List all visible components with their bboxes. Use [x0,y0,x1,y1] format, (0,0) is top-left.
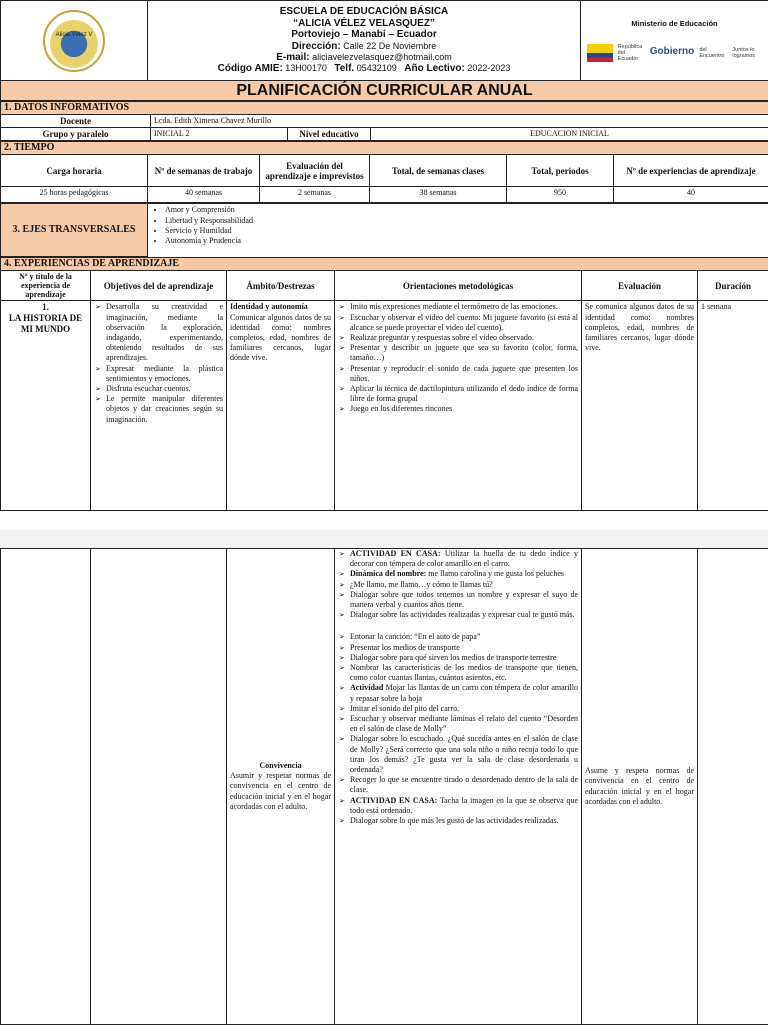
orientation-item [350,569,578,579]
orientation-item [350,816,578,826]
orientation-item [350,580,578,590]
orientation-text: Dialogar sobre lo que más les gustó de las actividades realizadas. [350,816,559,825]
ministry-title: Ministerio de Educación [585,19,764,29]
tiempo-table: 2. TIEMPO Carga horaria Nº de semanas de trabajo Evaluación del aprendizaje e imprevistos Total, de semanas clases Total, periodos Nº de experiencias de aprendizaje 25 horas pedagógicas 40 semanas 2 semanas 38 semanas 950 40 [0,141,768,203]
orientation-item: ➢ Aplicar la técnica de dactilopintura utilizando el dedo índice de forma libre de forma grupal [350,384,578,404]
orientation-text: Dialogar sobre lo escuchado. ¿Qué sucedía antes en el salón de clase de Molly? ¿Será correcto que una sola niño o niño recoja todo lo que tiran los demás? ¿Te gusta ver la sala de clase desordenada u ordenada? [350,734,578,774]
nivel-value: EDUCACION INICIAL [371,128,768,141]
orientation-bold: ACTIVIDAD EN CASA: [350,549,441,558]
evaluacion-value: 2 semanas [260,187,370,203]
orientation-text: Recoger lo que se encuentre tirado o desordenado dentro de la sala de clase. [350,775,578,794]
orientation-item [350,796,578,816]
objective-item: ➢ Desarrolla su creatividad e imaginación, mediante la observación la exploración, indagando, experimentando, obteniendo resultados de sus aprendizajes. [106,302,223,363]
orientation-item: ➢ Presentar y reproducir el sonido de cada juguete que presenten los niños. [350,364,578,384]
orientation-item [350,653,578,663]
orientation-item [350,610,578,620]
ministry-cell: Ministerio de Educación República del Ecuador Gobierno del Encuentro Juntos lo logramos [581,1,768,81]
page-gap [0,530,768,548]
page-2 [0,548,768,1024]
orientation-item [350,663,578,683]
carga-horaria-value: 25 horas pedagógicas [1,187,148,203]
datos-informativos: 1. DATOS INFORMATIVOS Docente Lcda. Edith Ximena Chavez Murillo Grupo y paralelo INICIAL 2 Nivel educativo EDUCACION INICIAL [0,101,768,141]
school-logo-cell [1,1,148,81]
orientation-item [350,643,578,653]
evaluation-text: Se comunica algunos datos de su identidad como: nombres completos, edad, nombres de familiares cercanos, lugar dónde vive. [582,301,698,511]
orientation-item [350,549,578,569]
orientation-item [350,714,578,734]
section-1-title: 1. DATOS INFORMATIVOS [1,102,768,115]
school-phone: 05432109 [357,63,397,73]
orientation-text: Mojar las llantas de un carro con témpera de color amarillo y repasar sobre la hoja [350,683,578,702]
orientation-text: Escuchar y observar mediante láminas el relato del cuento “Desorden en el salón de clase de Molly” [350,714,578,733]
table-row [1,549,768,1025]
school-info: ESCUELA DE EDUCACIÓN BÁSICA “ALICIA VÉLEZ VELASQUEZ” Portoviejo – Manabí – Ecuador Dirección: Calle 22 De Noviembre E-mail: aliciavelezvelasquez@hotmail.com Código AMIE: 13H00170 Telf. 05432109 Año Lectivo: 2022-2023 [148,1,581,81]
experiencias-table: 4. EXPERIENCIAS DE APRENDIZAJE Nº y título de la experiencia de aprendizaje Objetivos del de aprendizaje Ámbito/Destrezas Orientaciones metodológicas Evaluación Duración 1. LA HISTORIA DE MI MUNDO ➢ Desarrolla su creatividad e imaginación, mediante la observación la exploración, indagando, experimentando, obteniendo resultados de sus aprendizajes. ➢ Expresar mediante la plástica sentimientos y emociones. ➢ Disfruta escuchar cuentos. ➢ Le permite manipular diferentes objetos y dar creaciones según su imaginación. Identidad y autonomía Comunicar algunos datos de su identidad como: nombres completos, edad, nombres de familiares cercanos, lugar dónde vive. ➢ Imito mis expresiones mediante el termómetro de las emociones. ➢ Escuchar y observar el video del cuento: Mi juguete favorito (si está al alcance se puede proyectar el video del cuento). ➢ Realizar preguntar y respuestas sobre el video observado. ➢ Presentar y describir un juguete que sea su favorito (color, forma, tamaño…) ➢ Presentar y reproducir el sonido de cada juguete que presenten los niños. ➢ Aplicar la técnica de dactilopintura utilizando el dedo índice de forma libre de forma grupal ➢ Juego en los diferentes rincones Se comunica algunos datos de su identidad como: nombres completos, edad, nombres de familiares cercanos, lugar dónde vive. 1 semana [0,257,768,511]
orientation-item [350,704,578,714]
orientation-text: me llamo carolina y me gusta los peluches [426,569,564,578]
section-2-title: 2. TIEMPO [1,142,768,155]
orientation-item [350,590,578,610]
orientation-item: ➢ Escuchar y observar el video del cuento: Mi juguete favorito (si está al alcance se puede proyectar el video del cuento). [350,313,578,333]
orientation-text: Utilizar la huella de tu dedo índice y decorar con témpera de color amarillo en el carro. [350,549,578,568]
school-email: aliciavelezvelasquez@hotmail.com [312,52,452,62]
orientation-item [350,775,578,795]
orientation-item [350,632,578,642]
gobierno-logo: Gobierno [650,47,694,57]
orientation-text: Presentar los medios de transporte [350,643,460,652]
orientation-text: Entonar la canción: “En el auto de papa” [350,632,480,641]
orientation-text: Nombrar las características de los medios de transporte que tienen, como color cuantas llantas, cuántos asientos, etc. [350,663,578,682]
orientation-item [350,734,578,775]
school-name: “ALICIA VÉLEZ VELASQUEZ” [293,18,435,29]
orientation-text: ¿Me llamo, me llamo…y cómo te llamas tú? [350,580,493,589]
orientation-item [350,683,578,703]
eje-item: • Servicio y Humildad [165,226,765,236]
ambito-title: Convivencia [230,761,331,771]
experiencias-value: 40 [614,187,768,203]
document-title: PLANIFICACIÓN CURRICULAR ANUAL [1,81,768,101]
school-year: 2022-2023 [467,63,510,73]
school-logo-icon: Alicia Vélez V [43,10,105,72]
ambito-title: Identidad y autonomía [230,302,331,312]
total-semanas-value: 38 semanas [370,187,507,203]
orientation-bold: ACTIVIDAD EN CASA: [350,796,437,805]
eje-item: • Amor y Comprensión [165,205,765,215]
objective-item: ➢ Disfruta escuchar cuentos. [106,384,223,394]
eje-item: • Libertad y Responsabilidad [165,216,765,226]
objective-item: ➢ Expresar mediante la plástica sentimientos y emociones. [106,364,223,384]
ecuador-flag-icon [587,44,613,62]
orientation-item: ➢ Imito mis expresiones mediante el termómetro de las emociones. [350,302,578,312]
ambito-text: Asumir y respetar normas de convivencia en el centro de educación inicial y en el hogar acordadas con el adulto. [230,771,331,812]
experience-title: LA HISTORIA DE MI MUNDO [4,313,87,335]
semanas-trabajo-value: 40 semanas [148,187,260,203]
table-row [1,301,768,511]
orientation-item: ➢ Realizar preguntar y respuestas sobre el video observado. [350,333,578,343]
orientation-item: ➢ Presentar y describir un juguete que sea su favorito (color, forma, tamaño…) [350,343,578,363]
school-amie: 13H00170 [285,63,327,73]
experiencias-table-continued [0,548,768,1025]
grupo-value: INICIAL 2 [151,128,288,141]
orientation-text: Tacha la imagen en la que se observa que todo está ordenado. [350,796,578,815]
orientation-item: ➢ Juego en los diferentes rincones [350,404,578,414]
experience-number: 1. [4,302,87,313]
total-periodos-value: 950 [507,187,614,203]
school-location: Portoviejo – Manabí – Ecuador [291,29,437,40]
orientation-bold: Actividad [350,683,383,692]
section-4-title: 4. EXPERIENCIAS DE APRENDIZAJE [1,258,768,271]
eje-item: • Autonomía y Prudencia [165,236,765,246]
duration-text: 1 semana [698,301,768,511]
ambito-text: Comunicar algunos datos de su identidad como: nombres completos, edad, nombres de familiares cercanos, lugar dónde vive. [230,313,331,364]
school-address: Calle 22 De Noviembre [343,41,436,51]
objective-item: ➢ Le permite manipular diferentes objetos y dar creaciones según su imaginación. [106,394,223,425]
ejes-list-cell [148,204,768,257]
orientation-text: Dialogar sobre las actividades realizadas y expresar cual te gustó más. [350,610,575,619]
evaluation-text: Asume y respeta normas de convivencia en el centro de educación inicial y en el hogar acordadas con el adulto. [582,549,698,1025]
orientation-text: Dialogar sobre que todos tenemos un nombre y expresar el suyo de manera verbal y cuantos años tiene. [350,590,578,609]
header-table [0,0,768,101]
ejes-transversales [0,203,768,257]
docente-value: Lcda. Edith Ximena Chavez Murillo [151,115,768,128]
orientation-bold: Dinámica del nombre: [350,569,426,578]
orientation-text: Dialogar sobre para qué sirven los medios de transporte terrestre [350,653,556,662]
section-3-title: 3. EJES TRANSVERSALES [1,204,148,257]
school-line1: ESCUELA DE EDUCACIÓN BÁSICA [280,6,449,17]
orientation-text: Imitar el sonido del pito del carro. [350,704,459,713]
